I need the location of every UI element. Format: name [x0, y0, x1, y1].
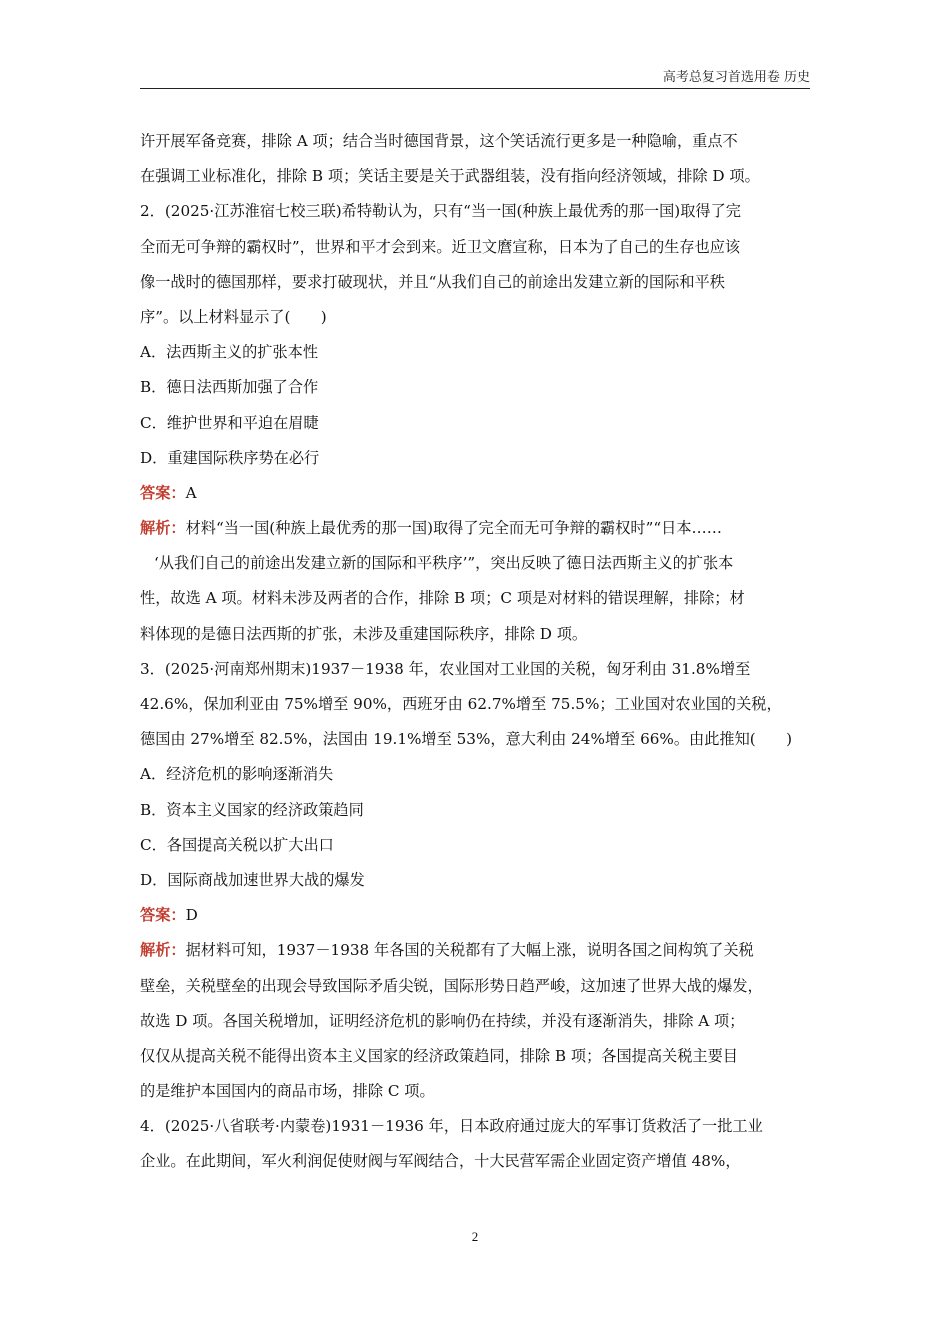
document-body	[140, 124, 810, 1180]
line-text: 企业。在此期间，军火利润促使财阀与军阀结合，十大民营军需企业固定资产增值 48%，	[140, 1152, 741, 1171]
header-title: 高考总复习首选用卷 历史	[662, 70, 810, 85]
text-line	[140, 793, 810, 828]
line-text: D	[185, 906, 198, 925]
line-text: 3．(2025·河南郑州期末)1937－1938 年，农业国对工业国的关税，匈牙利由 31.8%增至	[140, 659, 751, 678]
answer-label: 答案：	[140, 906, 186, 925]
line-text: A	[185, 483, 197, 502]
text-line	[140, 652, 810, 687]
answer-label: 答案：	[140, 483, 186, 502]
line-text: 德国由 27%增至 82.5%，法国由 19.1%增至 53%，意大利由 24%增至 66%。由此推知( )	[140, 730, 793, 749]
text-line	[140, 1039, 810, 1074]
line-text: 性，故选 A 项。材料未涉及两者的合作，排除 B 项；C 项是对材料的错误理解，排除；材	[140, 589, 745, 608]
line-text: 全而无可争辩的霸权时”，世界和平才会到来。近卫文麿宣称，日本为了自己的生存也应该	[140, 237, 741, 256]
line-text: B．资本主义国家的经济政策趋同	[140, 800, 364, 819]
text-line	[140, 722, 810, 757]
text-line	[140, 511, 810, 546]
line-text: 料体现的是德日法西斯的扩张，未涉及重建国际秩序，排除 D 项。	[140, 624, 588, 643]
text-line	[140, 1109, 810, 1144]
answer-label: 解析：	[140, 519, 186, 538]
line-text: 2．(2025·江苏淮宿七校三联)希特勒认为，只有“当一国(种族上最优秀的那一国)取得了完	[140, 202, 741, 221]
text-line	[140, 300, 810, 335]
text-line	[140, 687, 810, 722]
text-line	[140, 441, 810, 476]
line-text: D．重建国际秩序势在必行	[140, 448, 320, 467]
text-line	[140, 230, 810, 265]
text-line	[140, 863, 810, 898]
text-line	[140, 124, 810, 159]
text-line	[140, 898, 810, 933]
text-line	[140, 265, 810, 300]
text-line	[140, 406, 810, 441]
line-text: B．德日法西斯加强了合作	[140, 378, 319, 397]
text-line	[140, 828, 810, 863]
text-line	[140, 159, 810, 194]
line-text: C．维护世界和平迫在眉睫	[140, 413, 319, 432]
text-line	[140, 335, 810, 370]
text-line	[140, 476, 810, 511]
line-text: 材料“当一国(种族上最优秀的那一国)取得了完全而无可争辩的霸权时”“日本……	[185, 519, 722, 538]
text-line	[140, 757, 810, 792]
page-header	[140, 64, 810, 89]
line-text: 42.6%，保加利亚由 75%增至 90%，西班牙由 62.7%增至 75.5%；工业国对农业国的关税，	[140, 695, 782, 713]
line-text: 仅仅从提高关税不能得出资本主义国家的经济政策趋同，排除 B 项；各国提高关税主要目	[140, 1046, 738, 1065]
text-line	[140, 1004, 810, 1039]
line-text: 序”。以上材料显示了( )	[140, 307, 327, 326]
line-text: 据材料可知，1937－1938 年各国的关税都有了大幅上涨，说明各国之间构筑了关税	[185, 941, 754, 960]
text-line	[140, 581, 810, 616]
line-text: A．法西斯主义的扩张本性	[140, 343, 319, 362]
text-line	[140, 969, 810, 1004]
text-line	[140, 370, 810, 405]
text-line	[140, 1074, 810, 1109]
page-number: 2	[471, 1229, 479, 1244]
line-text: D．国际商战加速世界大战的爆发	[140, 870, 365, 889]
text-line	[140, 617, 810, 652]
line-text: 壁垒，关税壁垒的出现会导致国际矛盾尖锐，国际形势日趋严峻，这加速了世界大战的爆发，	[140, 976, 763, 995]
line-text: A．经济危机的影响逐渐消失	[140, 765, 334, 784]
line-text: ‘从我们自己的前途出发建立新的国际和平秩序’”，突出反映了德日法西斯主义的扩张本	[154, 554, 734, 573]
line-text: C．各国提高关税以扩大出口	[140, 835, 334, 854]
line-text: 4．(2025·八省联考·内蒙卷)1931－1936 年，日本政府通过庞大的军事订货救活了一批工业	[140, 1117, 763, 1136]
line-text: 的是维护本国国内的商品市场，排除 C 项。	[140, 1082, 435, 1101]
text-line	[140, 933, 810, 968]
line-text: 许开展军备竞赛，排除 A 项；结合当时德国背景，这个笑话流行更多是一种隐喻，重点不	[140, 132, 738, 150]
line-text: 故选 D 项。各国关税增加，证明经济危机的影响仍在持续，并没有逐渐消失，排除 A 项；	[140, 1011, 745, 1030]
text-line	[140, 1144, 810, 1179]
answer-label: 解析：	[140, 941, 186, 960]
line-text: 像一战时的德国那样，要求打破现状，并且“从我们自己的前途出发建立新的国际和平秩	[140, 272, 725, 291]
text-line	[140, 546, 810, 581]
line-text: 在强调工业标准化，排除 B 项；笑话主要是关于武器组装，没有指向经济领域，排除 D 项。	[140, 167, 760, 186]
text-line	[140, 194, 810, 229]
